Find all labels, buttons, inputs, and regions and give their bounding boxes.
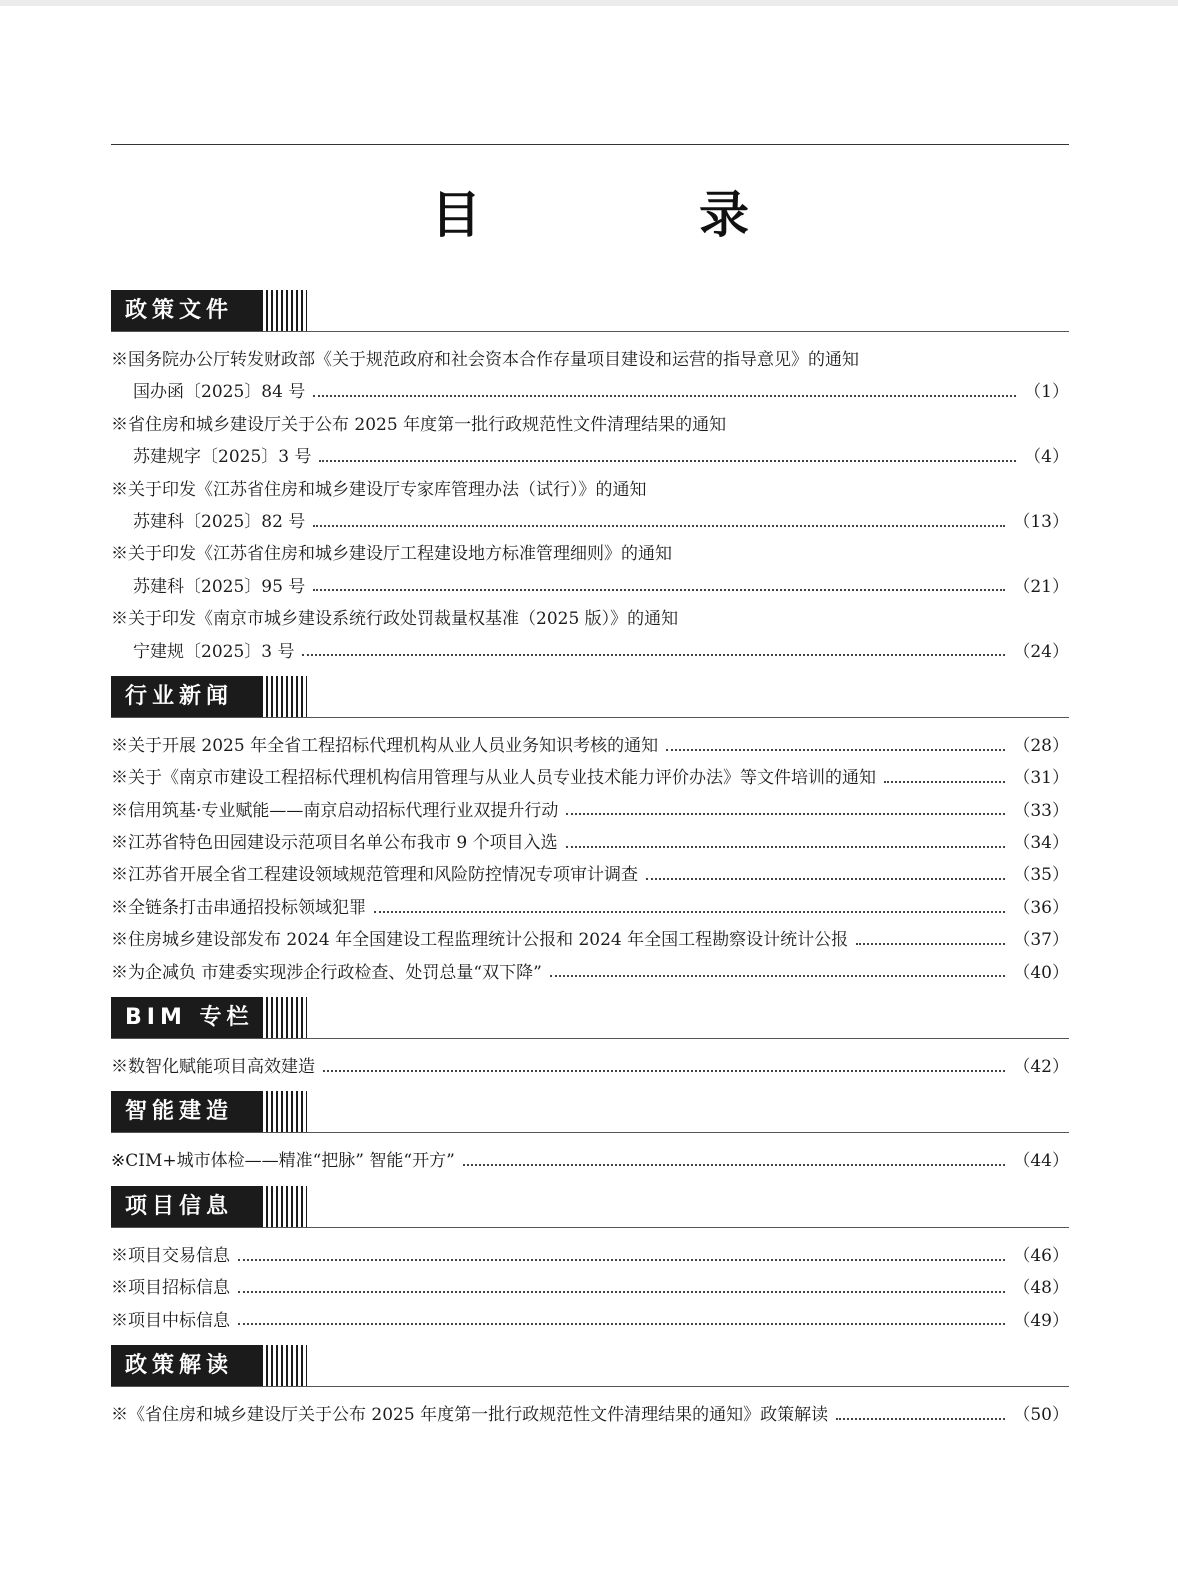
- entry-title-line: [111, 1145, 1069, 1177]
- toc-section: [111, 1345, 1069, 1431]
- entry-title: ※江苏省特色田园建设示范项目名单公布我市 9 个项目入选: [111, 833, 558, 854]
- section-label: 智能建造: [111, 1091, 261, 1133]
- entry-page-number: （13）: [1013, 511, 1069, 532]
- toc-entry[interactable]: [111, 795, 1069, 827]
- section-bars-decoration: [261, 1186, 307, 1228]
- section-bars-decoration: [261, 290, 307, 332]
- entry-title: ※省住房和城乡建设厅关于公布 2025 年度第一批行政规范性文件清理结果的通知: [111, 414, 727, 435]
- entry-doc-number: 宁建规〔2025〕3 号: [133, 641, 295, 662]
- entry-title-line: [111, 1051, 1069, 1083]
- entry-title: ※江苏省开展全省工程建设领域规范管理和风险防控情况专项审计调查: [111, 865, 638, 886]
- leader-dots: [566, 812, 1005, 815]
- entry-page-number: （36）: [1013, 897, 1069, 918]
- toc-entry[interactable]: [111, 924, 1069, 956]
- section-label: 行业新闻: [111, 676, 261, 718]
- entry-page-number: （35）: [1013, 865, 1069, 886]
- toc-section: [111, 1186, 1069, 1337]
- entry-title-line: [111, 1305, 1069, 1337]
- entry-doc-line: [111, 441, 1069, 473]
- entry-title-line: [111, 957, 1069, 989]
- entry-title: ※关于印发《江苏省住房和城乡建设厅专家库管理办法（试行）》的通知: [111, 479, 647, 500]
- toc-entry[interactable]: [111, 1240, 1069, 1272]
- leader-dots: [884, 780, 1005, 783]
- section-bars-decoration: [261, 1091, 307, 1133]
- leader-dots: [323, 1069, 1005, 1072]
- section-rule: [111, 1132, 1069, 1133]
- toc-entry[interactable]: [111, 1272, 1069, 1304]
- leader-dots: [666, 748, 1005, 751]
- leader-dots: [646, 877, 1005, 880]
- entry-title: ※关于开展 2025 年全省工程招标代理机构从业人员业务知识考核的通知: [111, 735, 659, 756]
- entry-title: ※为企减负 市建委实现涉企行政检查、处罚总量“双下降”: [111, 962, 542, 983]
- section-header: [111, 290, 1069, 330]
- entry-title-line: [111, 474, 1069, 506]
- entry-doc-number: 国办函〔2025〕84 号: [133, 382, 306, 403]
- entry-title-line: [111, 538, 1069, 570]
- entry-page-number: （33）: [1013, 800, 1069, 821]
- toc-entry[interactable]: [111, 1051, 1069, 1083]
- leader-dots: [856, 942, 1005, 945]
- section-header: [111, 1186, 1069, 1226]
- entry-doc-line: [111, 376, 1069, 408]
- section-label: 政策解读: [111, 1345, 261, 1387]
- leader-dots: [566, 845, 1006, 848]
- entry-page-number: （48）: [1013, 1278, 1069, 1299]
- entry-title-line: [111, 603, 1069, 635]
- entry-title-line: [111, 409, 1069, 441]
- section-rule: [111, 1038, 1069, 1039]
- entry-page-number: （34）: [1013, 833, 1069, 854]
- entry-title: ※关于《南京市建设工程招标代理机构信用管理与从业人员专业技术能力评价办法》等文件培训的通知: [111, 768, 876, 789]
- toc-entry[interactable]: [111, 1399, 1069, 1431]
- entry-page-number: （21）: [1013, 576, 1069, 597]
- toc-section: [111, 676, 1069, 989]
- entry-title: ※项目中标信息: [111, 1310, 230, 1331]
- entry-title: ※关于印发《南京市城乡建设系统行政处罚裁量权基准（2025 版）》的通知: [111, 609, 679, 630]
- entry-title-line: [111, 762, 1069, 794]
- entry-doc-number: 苏建规字〔2025〕3 号: [133, 447, 312, 468]
- section-bars-decoration: [261, 997, 307, 1039]
- section-header: [111, 997, 1069, 1037]
- section-bars-decoration: [261, 1345, 307, 1387]
- toc-entry[interactable]: [111, 1305, 1069, 1337]
- entry-page-number: （42）: [1013, 1057, 1069, 1078]
- entry-page-number: （37）: [1013, 930, 1069, 951]
- leader-dots: [550, 974, 1006, 977]
- entry-title-line: [111, 795, 1069, 827]
- toc-entry[interactable]: [111, 1145, 1069, 1177]
- entry-page-number: （31）: [1013, 768, 1069, 789]
- toc-entry[interactable]: [111, 859, 1069, 891]
- toc-entry[interactable]: [111, 538, 1069, 603]
- entry-doc-number: 苏建科〔2025〕82 号: [133, 511, 306, 532]
- leader-dots: [313, 588, 1005, 591]
- toc-section: [111, 290, 1069, 668]
- section-label: 项目信息: [111, 1186, 261, 1228]
- leader-dots: [374, 910, 1005, 913]
- toc-entry[interactable]: [111, 474, 1069, 539]
- entry-title: ※关于印发《江苏省住房和城乡建设厅工程建设地方标准管理细则》的通知: [111, 544, 672, 565]
- section-label: 政策文件: [111, 290, 261, 332]
- leader-dots: [313, 524, 1005, 527]
- entry-title-line: [111, 827, 1069, 859]
- section-rule: [111, 1386, 1069, 1387]
- entry-page-number: （1）: [1024, 382, 1069, 403]
- entry-page-number: （40）: [1013, 962, 1069, 983]
- top-rule: [111, 144, 1069, 145]
- toc-entry[interactable]: [111, 892, 1069, 924]
- section-bars-decoration: [261, 676, 307, 718]
- toc-entry[interactable]: [111, 409, 1069, 474]
- toc-entry[interactable]: [111, 957, 1069, 989]
- entry-title: ※CIM+城市体检——精准“把脉” 智能“开方”: [111, 1151, 455, 1172]
- toc-entry[interactable]: [111, 827, 1069, 859]
- toc-entry[interactable]: [111, 762, 1069, 794]
- section-label: BIM 专栏: [111, 997, 261, 1039]
- leader-dots: [238, 1322, 1005, 1325]
- entry-page-number: （44）: [1013, 1151, 1069, 1172]
- leader-dots: [238, 1258, 1005, 1261]
- entry-title: ※住房城乡建设部发布 2024 年全国建设工程监理统计公报和 2024 年全国工程勘察设计统计公报: [111, 930, 849, 951]
- entry-title: ※数智化赋能项目高效建造: [111, 1057, 315, 1078]
- entry-title-line: [111, 730, 1069, 762]
- top-band: [0, 0, 1178, 6]
- toc-entry[interactable]: [111, 344, 1069, 409]
- entry-doc-line: [111, 571, 1069, 603]
- toc-entry[interactable]: [111, 730, 1069, 762]
- entry-title: ※国务院办公厅转发财政部《关于规范政府和社会资本合作存量项目建设和运营的指导意见》的通知: [111, 350, 859, 370]
- section-rule: [111, 331, 1069, 332]
- entry-page-number: （28）: [1013, 735, 1069, 756]
- leader-dots: [302, 653, 1005, 656]
- entry-title-line: [111, 859, 1069, 891]
- leader-dots: [836, 1417, 1005, 1420]
- section-header: [111, 1091, 1069, 1131]
- section-header: [111, 1345, 1069, 1385]
- entry-doc-line: [111, 636, 1069, 668]
- entry-page-number: （49）: [1013, 1310, 1069, 1331]
- section-rule: [111, 1227, 1069, 1228]
- entry-title-line: [111, 1240, 1069, 1272]
- entry-title-line: [111, 1399, 1069, 1431]
- toc-entry[interactable]: [111, 603, 1069, 668]
- toc-content: [111, 290, 1069, 1431]
- toc-section: [111, 1091, 1069, 1177]
- entry-title: ※全链条打击串通招投标领域犯罪: [111, 897, 366, 918]
- entry-title-line: [111, 924, 1069, 956]
- leader-dots: [313, 394, 1016, 397]
- entry-title-line: [111, 892, 1069, 924]
- entry-title: ※项目招标信息: [111, 1278, 230, 1299]
- entry-title: ※信用筑基·专业赋能——南京启动招标代理行业双提升行动: [111, 800, 559, 821]
- entry-title-line: [111, 1272, 1069, 1304]
- leader-dots: [319, 459, 1016, 462]
- leader-dots: [238, 1290, 1005, 1293]
- entry-page-number: （50）: [1013, 1404, 1069, 1425]
- entry-title: ※《省住房和城乡建设厅关于公布 2025 年度第一批行政规范性文件清理结果的通知》政策解读: [111, 1404, 829, 1425]
- entry-doc-number: 苏建科〔2025〕95 号: [133, 576, 306, 597]
- section-header: [111, 676, 1069, 716]
- entry-page-number: （4）: [1024, 447, 1069, 468]
- page-title: 目 录: [431, 185, 833, 244]
- toc-section: [111, 997, 1069, 1083]
- entry-title: ※项目交易信息: [111, 1245, 230, 1266]
- leader-dots: [463, 1163, 1006, 1166]
- entry-page-number: （24）: [1013, 641, 1069, 662]
- section-rule: [111, 717, 1069, 718]
- entry-title-line: [111, 344, 1069, 376]
- entry-page-number: （46）: [1013, 1245, 1069, 1266]
- entry-doc-line: [111, 506, 1069, 538]
